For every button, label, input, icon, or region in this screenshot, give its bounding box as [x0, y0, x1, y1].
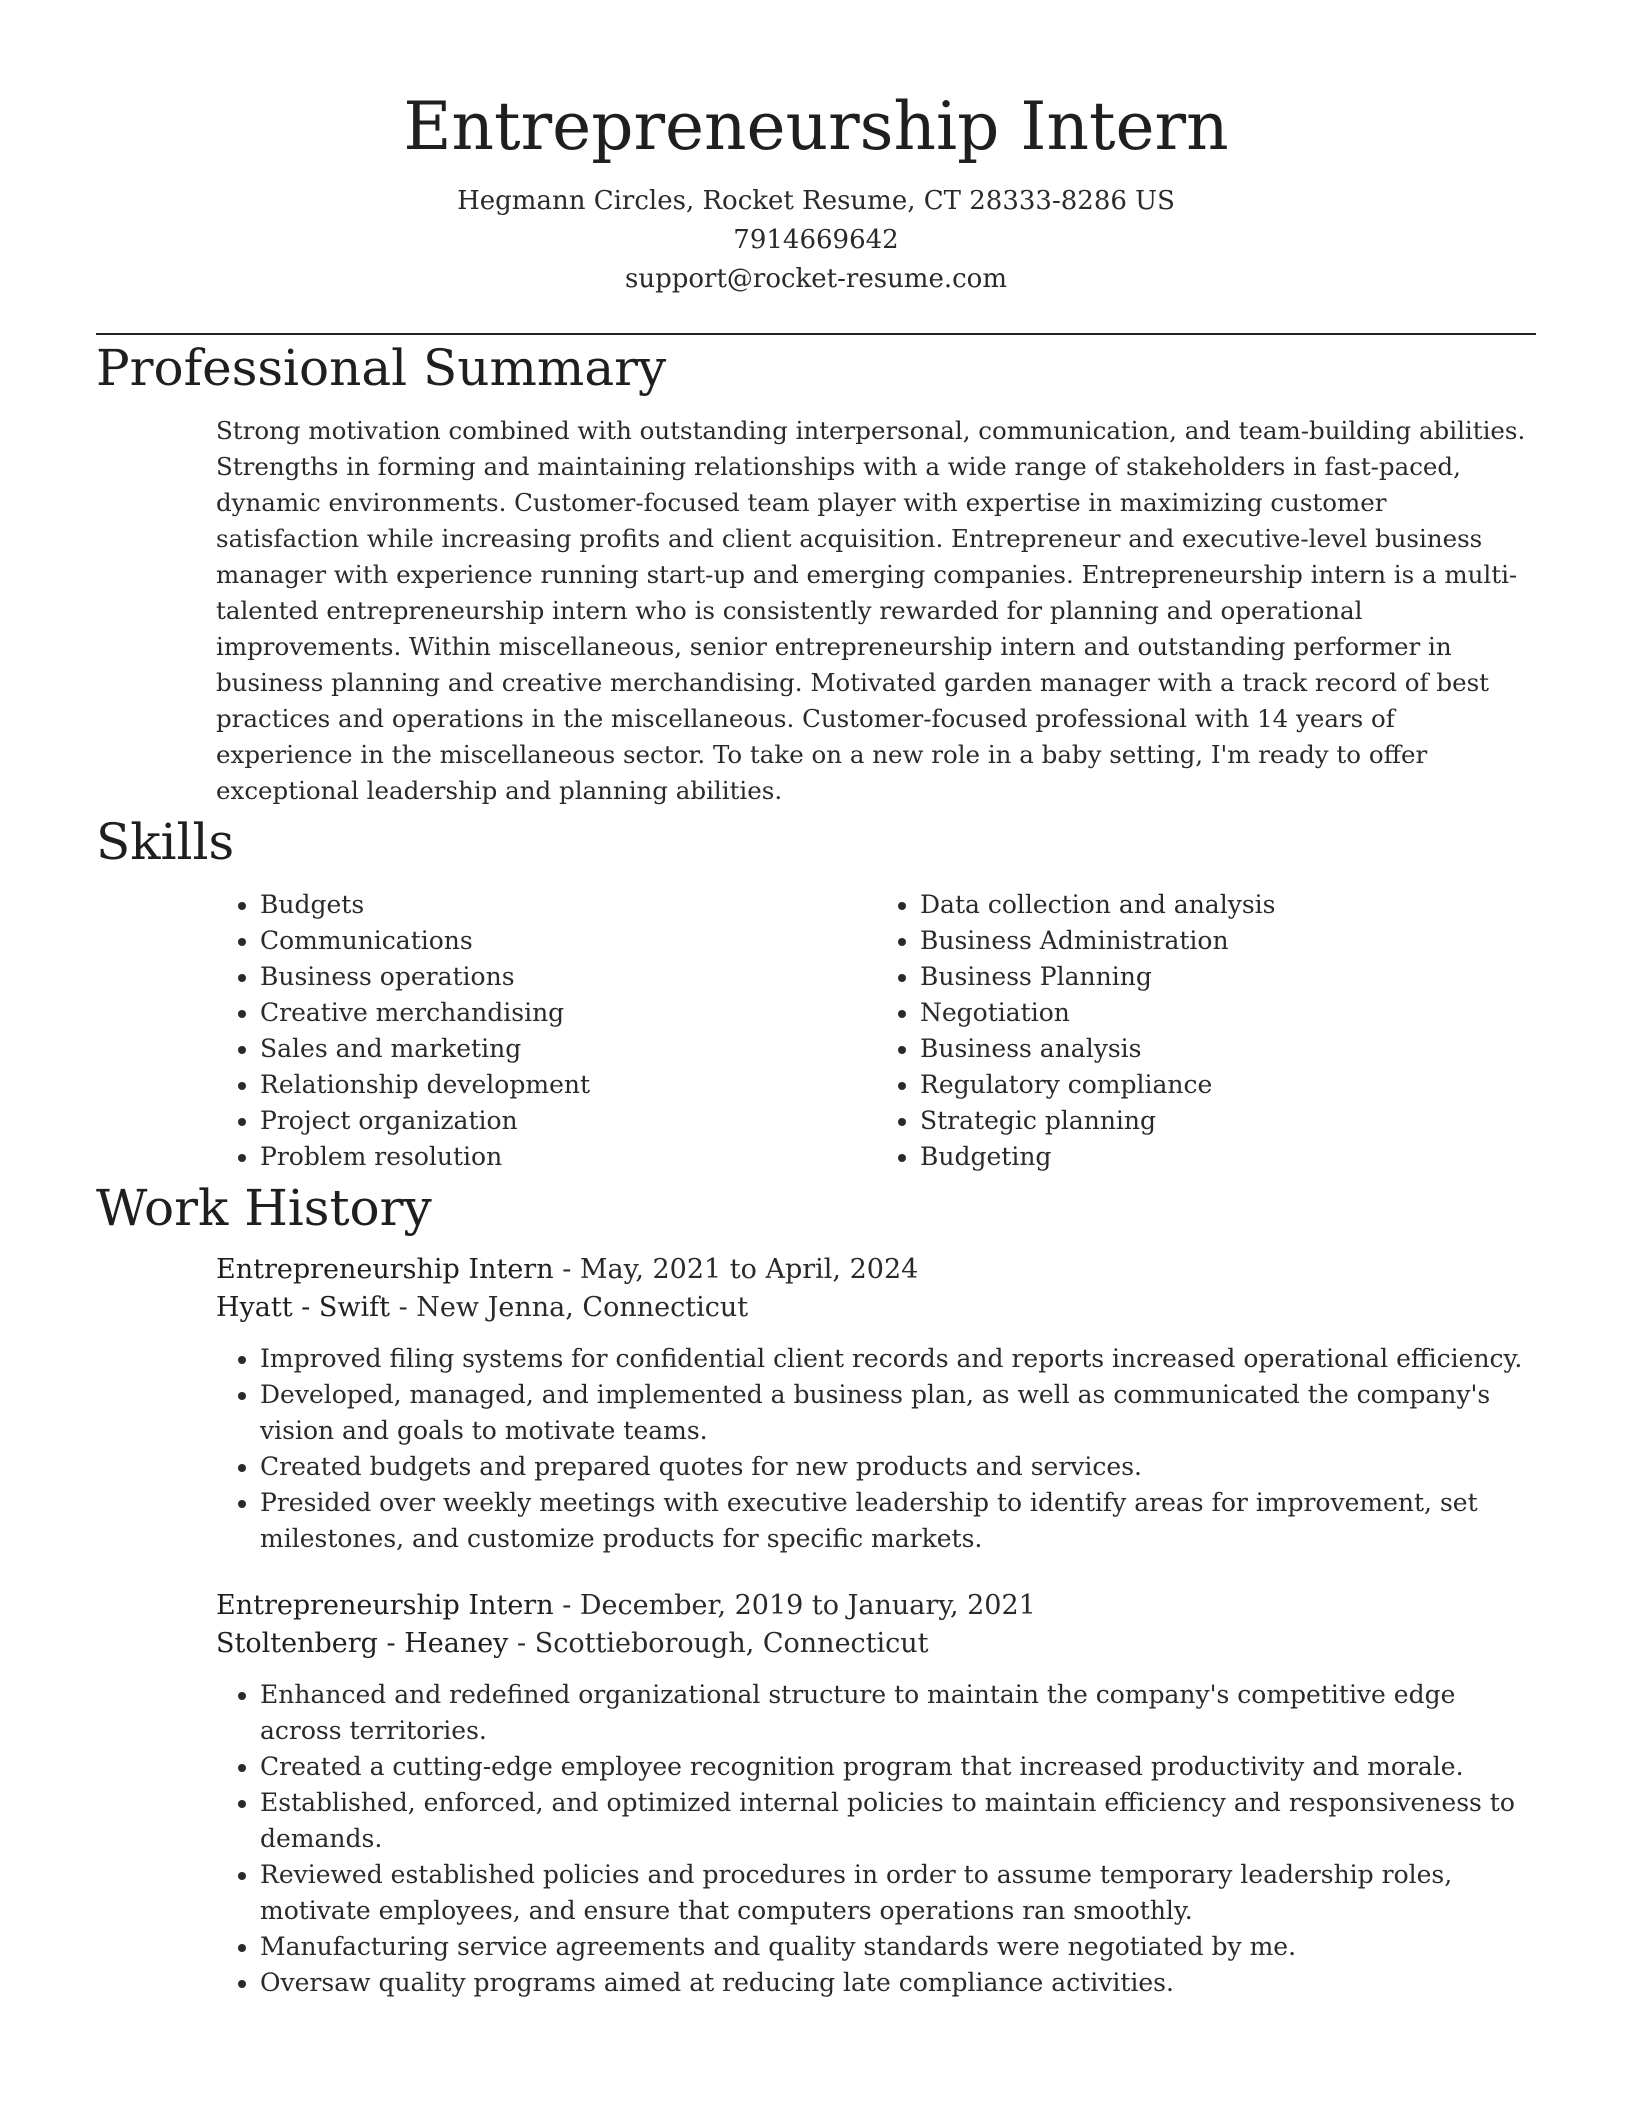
skill-item: • Business Planning	[920, 959, 1536, 995]
resume-page	[96, 0, 1536, 2001]
job-bullet: • Developed, managed, and implemented a business plan, as well as communicated the company's vision and goals to motivate teams.	[260, 1377, 1536, 1449]
summary-heading: Professional Summary	[96, 339, 667, 397]
work-history-section	[96, 1175, 1536, 2001]
job-entry	[216, 1251, 1536, 1557]
company-name: Hyatt - Swift	[216, 1292, 390, 1323]
skill-item: • Communications	[260, 923, 876, 959]
skill-item: • Sales and marketing	[260, 1031, 876, 1067]
skill-item: • Data collection and analysis	[920, 887, 1536, 923]
job-bullet: • Established, enforced, and optimized internal policies to maintain efficiency and responsiveness to demands.	[260, 1785, 1536, 1857]
job-bullet: • Created budgets and prepared quotes for new products and services.	[260, 1449, 1536, 1485]
summary-text: Strong motivation combined with outstanding interpersonal, communication, and team-building abilities. Strengths in forming and maintaining relationships with a wide range of stakeholders in fast-paced, dynamic environments. Customer-focused team player with expertise in maximizing customer satisfaction while increasing profits and client acquisition. Entrepreneur and executive-level business manager with experience running start-up and emerging companies. Entrepreneurship intern is a multi-talented entrepreneurship intern who is consistently rewarded for planning and operational improvements. Within miscellaneous, senior entrepreneurship intern and outstanding performer in business planning and creative merchandising. Motivated garden manager with a track record of best practices and operations in the miscellaneous. Customer-focused professional with 14 years of experience in the miscellaneous sector. To take on a new role in a baby setting, I'm ready to offer exceptional leadership and planning abilities.	[216, 416, 1526, 805]
separator: -	[562, 1590, 580, 1621]
job-bullet: • Reviewed established policies and procedures in order to assume temporary leadership roles, motivate employees, and ensure that computers operations ran smoothly.	[260, 1857, 1536, 1929]
email: support@rocket-resume.com	[624, 264, 1007, 294]
skill-item: • Strategic planning	[920, 1103, 1536, 1139]
resume-header	[96, 0, 1536, 299]
address: Hegmann Circles, Rocket Resume, CT 28333-8286 US	[457, 186, 1175, 216]
job-dates: May, 2021 to April, 2024	[579, 1254, 919, 1285]
candidate-name: Entrepreneurship Intern	[403, 88, 1229, 165]
skill-item: • Business operations	[260, 959, 876, 995]
job-bullet: • Presided over weekly meetings with executive leadership to identify areas for improvement, set milestones, and customize products for specific markets.	[260, 1485, 1536, 1557]
skills-list-right	[876, 887, 1536, 1175]
job-bullet: • Manufacturing service agreements and quality standards were negotiated by me.	[260, 1929, 1536, 1965]
skill-item: • Negotiation	[920, 995, 1536, 1031]
job-company-line	[216, 1625, 1536, 1663]
job-dates: December, 2019 to January, 2021	[579, 1590, 1036, 1621]
job-title-line	[216, 1251, 1536, 1289]
skills-heading: Skills	[96, 813, 235, 871]
skill-item: • Budgets	[260, 887, 876, 923]
separator: -	[562, 1254, 580, 1285]
skill-item: • Problem resolution	[260, 1139, 876, 1175]
job-bullet: • Improved filing systems for confidential client records and reports increased operational efficiency.	[260, 1341, 1536, 1377]
job-title-line	[216, 1587, 1536, 1625]
separator: -	[398, 1292, 417, 1323]
company-name: Stoltenberg - Heaney	[216, 1628, 509, 1659]
job-title: Entrepreneurship Intern	[216, 1254, 554, 1285]
work-history-heading: Work History	[96, 1179, 432, 1237]
job-location: Scottieborough, Connecticut	[534, 1628, 929, 1659]
skill-item: • Business analysis	[920, 1031, 1536, 1067]
skill-item: • Creative merchandising	[260, 995, 876, 1031]
separator: -	[517, 1628, 535, 1659]
skills-columns	[216, 887, 1536, 1175]
skills-section	[96, 809, 1536, 1175]
skill-item: • Project organization	[260, 1103, 876, 1139]
skill-item: • Budgeting	[920, 1139, 1536, 1175]
job-bullets	[216, 1677, 1536, 2001]
phone: 7914669642	[733, 225, 899, 255]
skill-item: • Business Administration	[920, 923, 1536, 959]
job-bullet: • Created a cutting-edge employee recognition program that increased productivity and morale.	[260, 1749, 1536, 1785]
job-company-line	[216, 1289, 1536, 1327]
summary-section	[96, 335, 1536, 809]
job-bullet: • Oversaw quality programs aimed at reducing late compliance activities.	[260, 1965, 1536, 2001]
job-location: New Jenna, Connecticut	[416, 1292, 749, 1323]
contact-info	[96, 182, 1536, 299]
skill-item: • Regulatory compliance	[920, 1067, 1536, 1103]
job-bullet: • Enhanced and redefined organizational structure to maintain the company's competitive edge across territories.	[260, 1677, 1536, 1749]
job-title: Entrepreneurship Intern	[216, 1590, 554, 1621]
job-entry	[216, 1587, 1536, 2001]
job-bullets	[216, 1341, 1536, 1557]
skill-item: • Relationship development	[260, 1067, 876, 1103]
skills-list-left	[216, 887, 876, 1175]
